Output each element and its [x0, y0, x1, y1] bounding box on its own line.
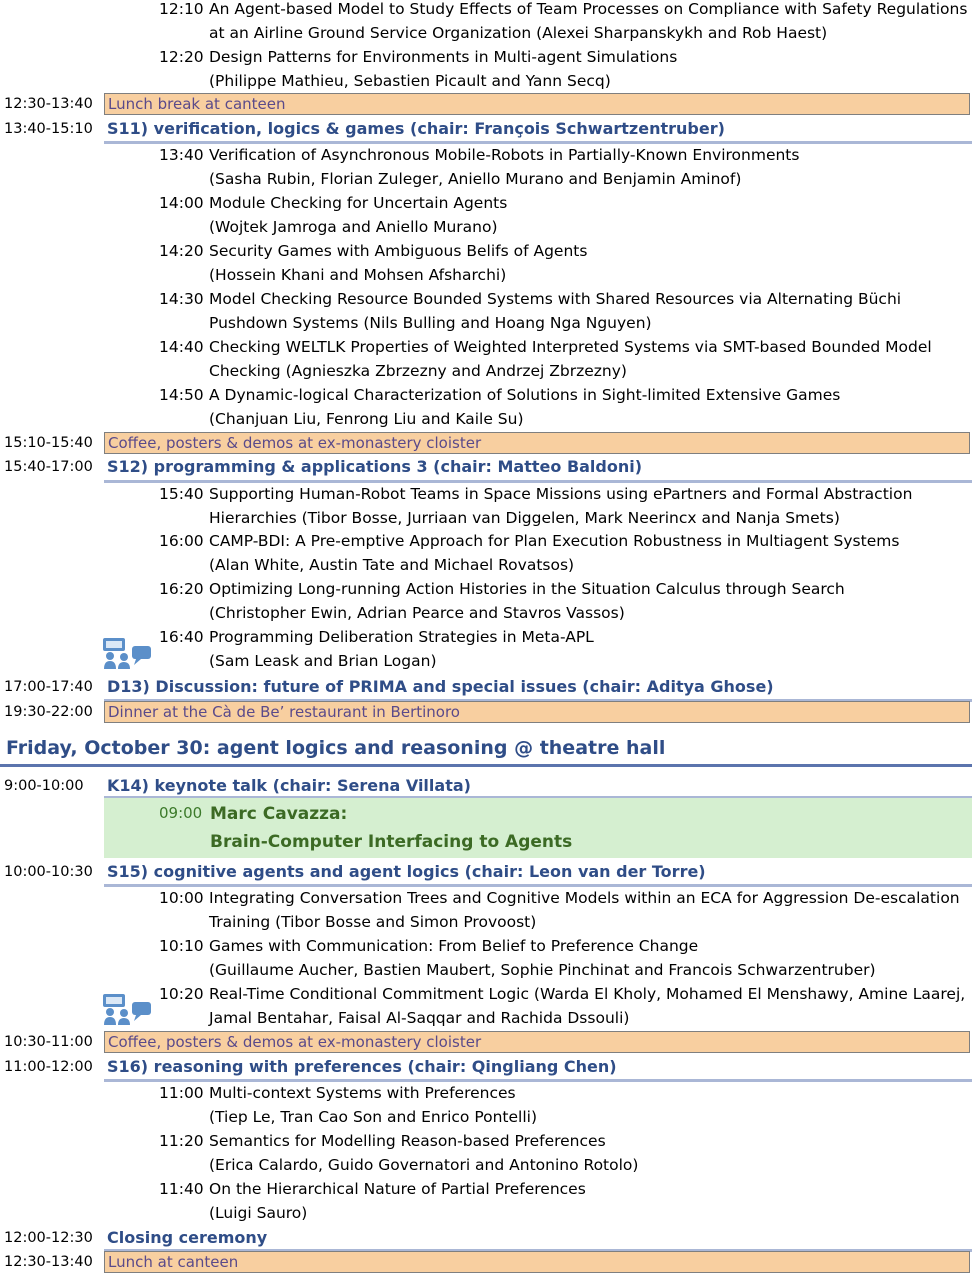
- talk-time: 15:40: [159, 485, 204, 503]
- talk-authors: Checking (Agnieszka Zbrzezny and Andrzej Zbrzezny): [209, 362, 627, 380]
- talk-authors: Hierarchies (Tibor Bosse, Jurriaan van Diggelen, Mark Neerincx and Nanja Smets): [209, 509, 840, 527]
- row-time: 10:30-11:00: [4, 1034, 93, 1050]
- talk-title: Optimizing Long-running Action Histories in the Situation Calculus through Search: [209, 580, 845, 598]
- coffee-break-bar: Coffee, posters & demos at ex-monastery cloister: [104, 1031, 970, 1053]
- lunch-bar: Lunch at canteen: [104, 1251, 970, 1273]
- talk-time: 14:20: [159, 242, 204, 260]
- talk-time: 14:30: [159, 290, 204, 308]
- session-time: 12:00-12:30: [4, 1230, 93, 1246]
- day-heading: Friday, October 30: agent logics and reasoning @ theatre hall: [6, 737, 666, 759]
- row-time: 12:30-13:40: [4, 1254, 93, 1270]
- keynote-speaker: Marc Cavazza:: [210, 804, 348, 824]
- talk-title: Verification of Asynchronous Mobile-Robots in Partially-Known Environments: [209, 146, 800, 164]
- talk-title: On the Hierarchical Nature of Partial Preferences: [209, 1180, 586, 1198]
- talk-authors: (Erica Calardo, Guido Governatori and Antonino Rotolo): [209, 1156, 639, 1174]
- talk-title: Model Checking Resource Bounded Systems with Shared Resources via Alternating Büchi: [209, 290, 902, 308]
- talk-authors: (Hossein Khani and Mohsen Afsharchi): [209, 266, 507, 284]
- keynote-time: 09:00: [159, 804, 203, 822]
- demo-presentation-icon: [101, 636, 153, 670]
- talk-authors: Training (Tibor Bosse and Simon Provoost): [209, 913, 537, 931]
- session-title: S15) cognitive agents and agent logics (chair: Leon van der Torre): [107, 862, 706, 881]
- row-time: 15:10-15:40: [4, 435, 93, 451]
- row-time: 12:30-13:40: [4, 96, 93, 112]
- talk-time: 11:00: [159, 1084, 204, 1102]
- talk-authors: (Philippe Mathieu, Sebastien Picault and Yann Secq): [209, 72, 611, 90]
- session-title: K14) keynote talk (chair: Serena Villata): [107, 776, 471, 795]
- talk-time: 11:40: [159, 1180, 204, 1198]
- talk-title: Integrating Conversation Trees and Cognitive Models within an ECA for Aggression De-escalation: [209, 889, 960, 907]
- talk-authors: (Wojtek Jamroga and Aniello Murano): [209, 218, 498, 236]
- talk-title: Checking WELTLK Properties of Weighted Interpreted Systems via SMT-based Bounded Model: [209, 338, 932, 356]
- talk-time: 16:40: [159, 628, 204, 646]
- session-time: 10:00-10:30: [4, 864, 93, 880]
- talk-title: CAMP-BDI: A Pre-emptive Approach for Plan Execution Robustness in Multiagent Systems: [209, 532, 900, 550]
- session-title: D13) Discussion: future of PRIMA and special issues (chair: Aditya Ghose): [107, 677, 774, 696]
- talk-time: 16:00: [159, 532, 204, 550]
- talk-title: Semantics for Modelling Reason-based Preferences: [209, 1132, 606, 1150]
- talk-authors: (Alan White, Austin Tate and Michael Rovatsos): [209, 556, 575, 574]
- talk-authors: (Sasha Rubin, Florian Zuleger, Aniello Murano and Benjamin Aminof): [209, 170, 742, 188]
- talk-title: An Agent-based Model to Study Effects of Team Processes on Compliance with Safety Regulations: [209, 0, 968, 18]
- talk-time: 10:00: [159, 889, 204, 907]
- keynote-box: [104, 798, 972, 858]
- session-time: 15:40-17:00: [4, 459, 93, 475]
- lunch-break-bar: Lunch break at canteen: [104, 93, 970, 115]
- talk-time: 16:20: [159, 580, 204, 598]
- talk-time: 14:40: [159, 338, 204, 356]
- talk-time: 12:20: [159, 48, 204, 66]
- session-title: S11) verification, logics & games (chair: François Schwartzentruber): [107, 119, 725, 138]
- session-time: 9:00-10:00: [4, 778, 84, 794]
- row-time: 19:30-22:00: [4, 704, 93, 720]
- talk-time: 11:20: [159, 1132, 204, 1150]
- session-title: Closing ceremony: [107, 1228, 268, 1247]
- talk-authors: Pushdown Systems (Nils Bulling and Hoang Nga Nguyen): [209, 314, 652, 332]
- talk-title: Security Games with Ambiguous Belifs of Agents: [209, 242, 588, 260]
- coffee-break-bar: Coffee, posters & demos at ex-monastery cloister: [104, 432, 970, 454]
- keynote-title: Brain-Computer Interfacing to Agents: [210, 832, 573, 852]
- talk-authors: Jamal Bentahar, Faisal Al-Saqqar and Rachida Dssouli): [209, 1009, 630, 1027]
- talk-title: Real-Time Conditional Commitment Logic (Warda El Kholy, Mohamed El Menshawy, Amine Laarej,: [209, 985, 966, 1003]
- talk-authors: (Sam Leask and Brian Logan): [209, 652, 437, 670]
- talk-authors: (Chanjuan Liu, Fenrong Liu and Kaile Su): [209, 410, 524, 428]
- talk-title: A Dynamic-logical Characterization of Solutions in Sight-limited Extensive Games: [209, 386, 841, 404]
- talk-time: 13:40: [159, 146, 204, 164]
- day-rule: [0, 764, 972, 767]
- talk-title: Games with Communication: From Belief to Preference Change: [209, 937, 699, 955]
- talk-title: Supporting Human-Robot Teams in Space Missions using ePartners and Formal Abstraction: [209, 485, 913, 503]
- talk-time: 12:10: [159, 0, 204, 18]
- talk-title: Programming Deliberation Strategies in Meta-APL: [209, 628, 594, 646]
- talk-authors: (Christopher Ewin, Adrian Pearce and Stavros Vassos): [209, 604, 625, 622]
- talk-title: Design Patterns for Environments in Multi-agent Simulations: [209, 48, 678, 66]
- talk-time: 14:00: [159, 194, 204, 212]
- talk-authors: (Tiep Le, Tran Cao Son and Enrico Pontelli): [209, 1108, 538, 1126]
- talk-authors: (Guillaume Aucher, Bastien Maubert, Sophie Pinchinat and Francois Schwarzentruber): [209, 961, 876, 979]
- session-time: 11:00-12:00: [4, 1059, 93, 1075]
- session-time: 17:00-17:40: [4, 679, 93, 695]
- talk-authors: at an Airline Ground Service Organization (Alexei Sharpanskykh and Rob Haest): [209, 24, 828, 42]
- session-title: S12) programming & applications 3 (chair: Matteo Baldoni): [107, 457, 643, 476]
- talk-time: 10:20: [159, 985, 204, 1003]
- talk-title: Module Checking for Uncertain Agents: [209, 194, 508, 212]
- dinner-bar: Dinner at the Cà de Be’ restaurant in Bertinoro: [104, 701, 970, 723]
- talk-authors: (Luigi Sauro): [209, 1204, 308, 1222]
- talk-time: 10:10: [159, 937, 204, 955]
- session-time: 13:40-15:10: [4, 121, 93, 137]
- session-title: S16) reasoning with preferences (chair: Qingliang Chen): [107, 1057, 617, 1076]
- talk-title: Multi-context Systems with Preferences: [209, 1084, 516, 1102]
- demo-presentation-icon: [101, 992, 153, 1026]
- talk-time: 14:50: [159, 386, 204, 404]
